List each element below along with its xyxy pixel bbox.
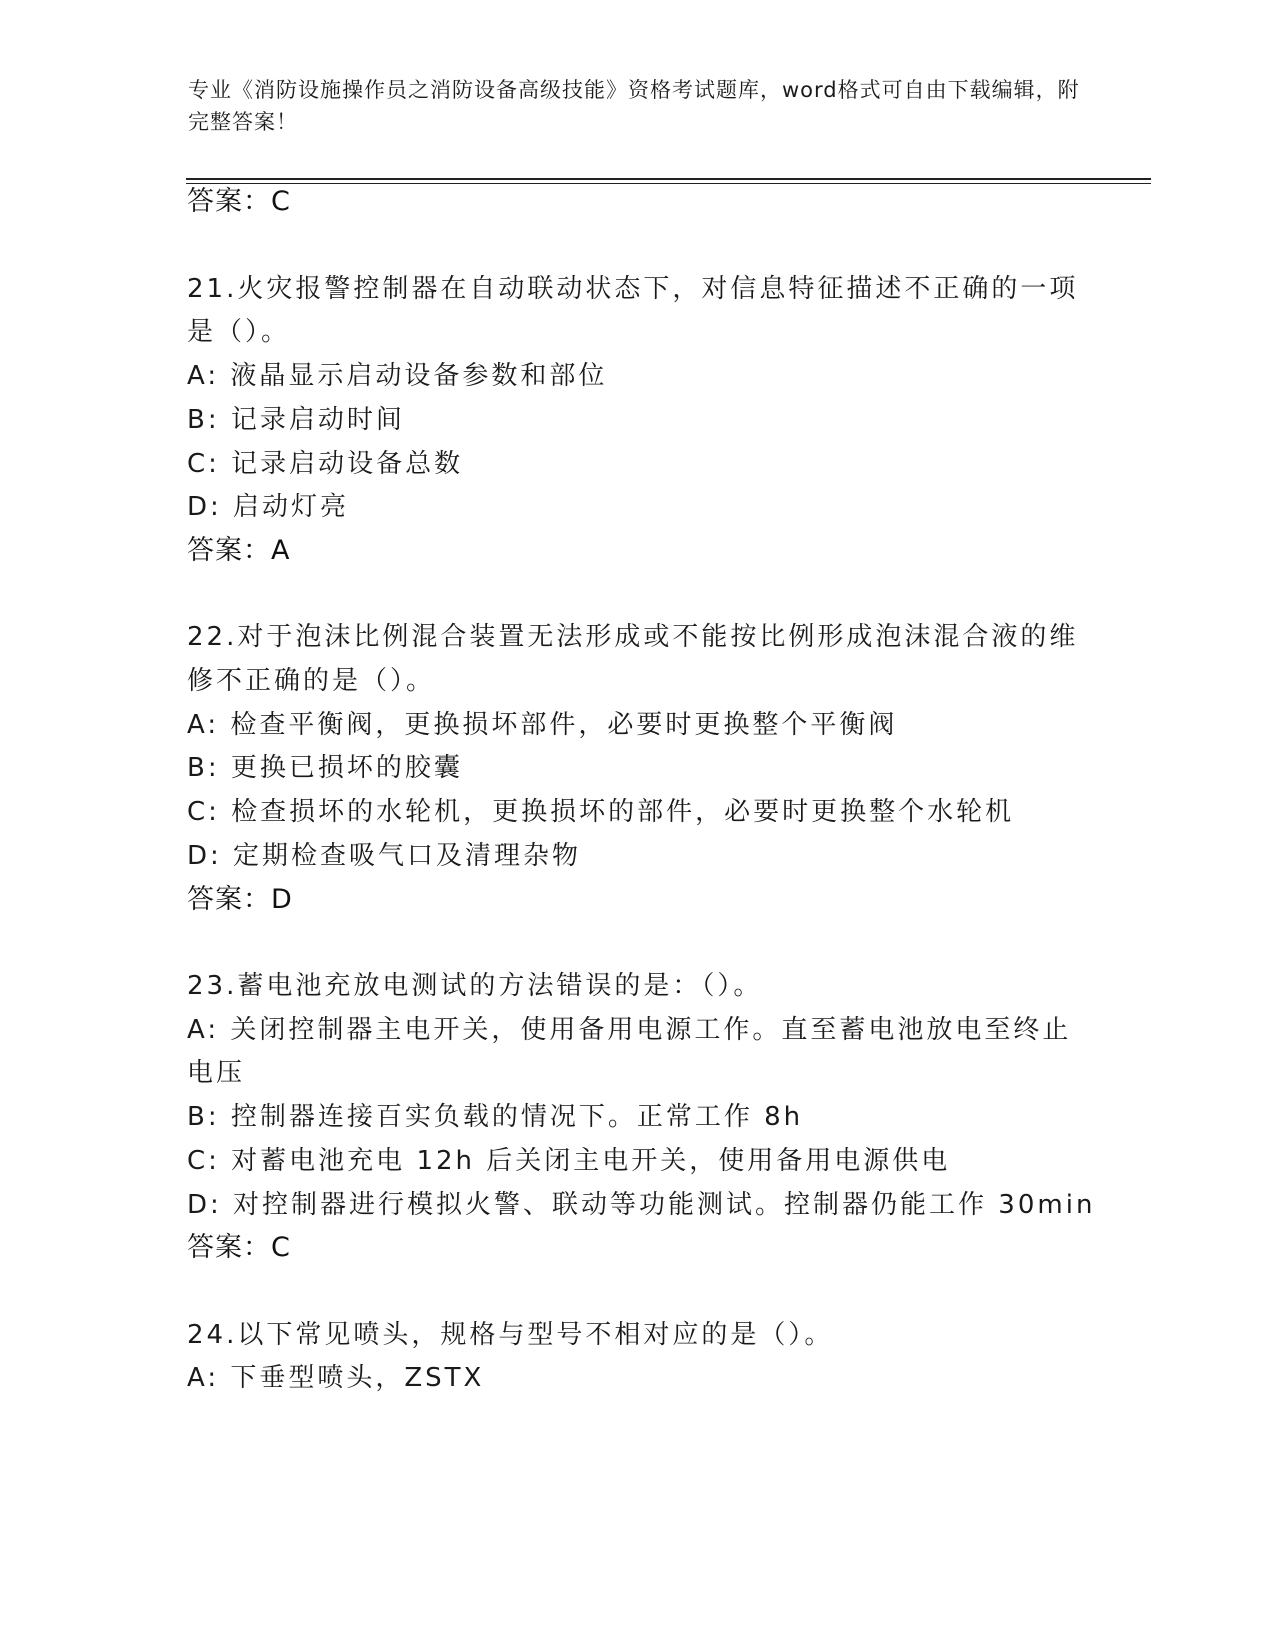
- question-22-option-b: B: 更换已损坏的胶囊: [187, 753, 463, 783]
- question-22-option-c: C: 检查损坏的水轮机，更换损坏的部件，必要时更换整个水轮机: [187, 797, 1015, 827]
- question-23-answer: 答案：C: [187, 1232, 291, 1263]
- question-21-stem-line-2: 是（）。: [187, 317, 291, 347]
- answer-previous: 答案：C: [187, 186, 291, 217]
- question-23-option-a-continued: 电压: [187, 1058, 246, 1088]
- question-24-stem-line-1: 24.以下常见喷头，规格与型号不相对应的是（）。: [187, 1320, 834, 1350]
- question-21-answer: 答案：A: [187, 535, 291, 566]
- question-21-option-d: D: 启动灯亮: [187, 492, 350, 522]
- header-rule-thin: [186, 183, 1151, 184]
- question-24-option-a: A: 下垂型喷头，ZSTX: [187, 1363, 485, 1393]
- question-22-answer: 答案：D: [187, 884, 293, 915]
- question-22-stem-line-1: 22.对于泡沫比例混合装置无法形成或不能按比例形成泡沫混合液的维: [187, 622, 1079, 652]
- question-21-option-a: A: 液晶显示启动设备参数和部位: [187, 361, 608, 391]
- question-22-option-d: D: 定期检查吸气口及清理杂物: [187, 841, 582, 871]
- question-21-stem-line-1: 21.火灾报警控制器在自动联动状态下，对信息特征描述不正确的一项: [187, 274, 1079, 304]
- question-21-option-b: B: 记录启动时间: [187, 405, 405, 435]
- question-23-stem-line-1: 23.蓄电池充放电测试的方法错误的是：（）。: [187, 971, 763, 1001]
- question-23-option-a: A: 关闭控制器主电开关，使用备用电源工作。直至蓄电池放电至终止: [187, 1015, 1072, 1045]
- question-21-option-c: C: 记录启动设备总数: [187, 449, 464, 479]
- question-23-option-d: D: 对控制器进行模拟火警、联动等功能测试。控制器仍能工作 30min: [187, 1190, 1096, 1220]
- question-22-stem-line-2: 修不正确的是（）。: [187, 666, 436, 696]
- question-23-option-b: B: 控制器连接百实负载的情况下。正常工作 8h: [187, 1102, 804, 1132]
- question-22-option-a: A: 检查平衡阀，更换损坏部件，必要时更换整个平衡阀: [187, 710, 898, 740]
- question-23-option-c: C: 对蓄电池充电 12h 后关闭主电开关，使用备用电源供电: [187, 1146, 951, 1176]
- header-rule-thick: [186, 178, 1151, 180]
- document-header: 专业《消防设施操作员之消防设备高级技能》资格考试题库，word格式可自由下载编辑，附完整答案！: [188, 78, 1080, 134]
